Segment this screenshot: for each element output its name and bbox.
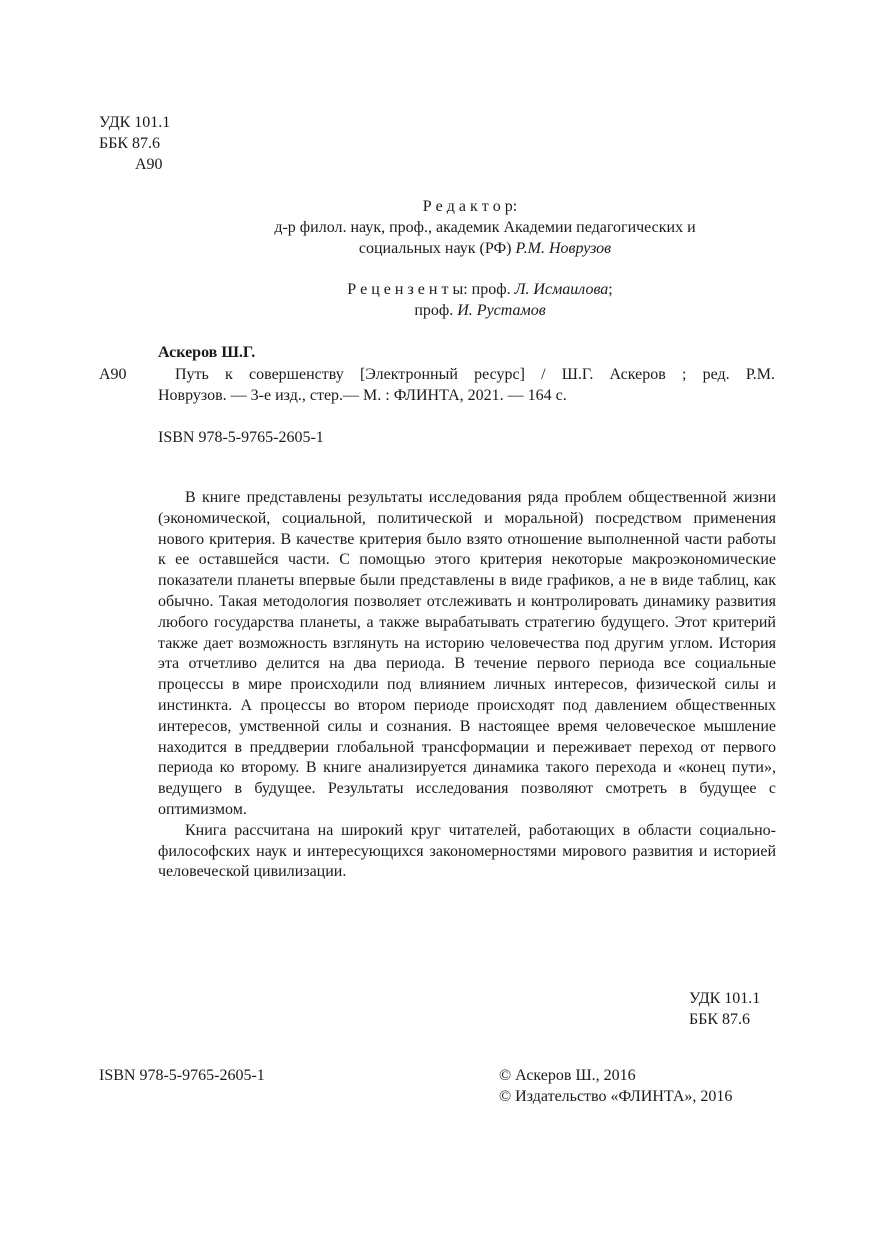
bib-author-mark: А90: [99, 366, 127, 383]
reviewers-line2: [160, 300, 800, 321]
copyright-author: © Аскеров Ш., 2016: [499, 1067, 636, 1084]
reviewer1-name: Л. Исмаилова: [514, 281, 609, 298]
editor-line2: [160, 238, 810, 259]
udk-code: УДК 101.1: [99, 114, 171, 131]
editor-name: Р.М. Новрузов: [515, 240, 612, 257]
annotation-paragraph-1: В книге представлены результаты исследования ряда проблем общественной жизни (экономической, социальной, политической и моральной) посредством применения нового критерия. В качестве критерия было взято отношение выполненной части работы к ее оставшейся части. С помощью этого критерия некоторые макроэкономические показатели планеты впервые были представлены в виде графиков, а не в виде таблиц, как обычно. Такая методология позволяет отслеживать и контролировать динамику развития любого государства планеты, а также вырабатывать стратегию будущего. Этот критерий также дает возможность взглянуть на историю человечества под другим углом. История эта отчетливо делится на два периода. В течение первого периода все социальные процессы в мире происходили под влиянием личных интересов, физической силы и инстинкта. А процессы во втором периоде происходят под давлением общественных интересов, умственной силы и сознания. В настоящее время человеческое мышление находится в преддверии глобальной трансформации и переживает переход от первого периода ко второму. В книге анализируется динамика такого перехода и «конец пути», ведущего в будущее. Результаты исследования позволяют смотреть в будущее с оптимизмом.: [158, 489, 776, 818]
copyright-publisher: © Издательство «ФЛИНТА», 2016: [499, 1088, 733, 1105]
reviewer2-name: И. Рустамов: [457, 302, 546, 319]
author-mark: А90: [135, 156, 163, 173]
bottom-bbk: ББК 87.6: [689, 1011, 751, 1028]
bbk-code: ББК 87.6: [99, 135, 161, 152]
bib-edition-line: Новрузов. — 3-е изд., стер.— М. : ФЛИНТА, 2021. — 164 с.: [158, 387, 567, 404]
footer-isbn: ISBN 978-5-9765-2605-1: [99, 1067, 265, 1084]
annotation-paragraph-2: Книга рассчитана на широкий круг читателей, работающих в области социально-философских наук и интересующихся закономерностями мирового развития и историей человеческой цивилизации.: [158, 821, 776, 881]
reviewers-line1: [160, 279, 800, 300]
annotation: [158, 488, 776, 883]
bib-isbn: ISBN 978-5-9765-2605-1: [158, 429, 324, 446]
reviewer1-title: проф.: [467, 281, 515, 298]
author-heading: Аскеров Ш.Г.: [158, 344, 256, 361]
reviewer1-suffix: ;: [608, 281, 613, 298]
editor-affiliation: социальных наук (РФ): [358, 240, 516, 257]
editor-label: Р е д а к т о р:: [422, 198, 518, 215]
bottom-udk: УДК 101.1: [689, 990, 761, 1007]
bib-title-line: Путь к совершенству [Электронный ресурс] / Ш.Г. Аскеров ; ред. Р.М.: [175, 366, 775, 383]
editor-credentials: д-р филол. наук, проф., академик Академии педагогических и: [274, 219, 696, 236]
reviewer2-title: проф.: [414, 302, 458, 319]
reviewers-label: Р е ц е н з е н т ы:: [347, 281, 468, 298]
